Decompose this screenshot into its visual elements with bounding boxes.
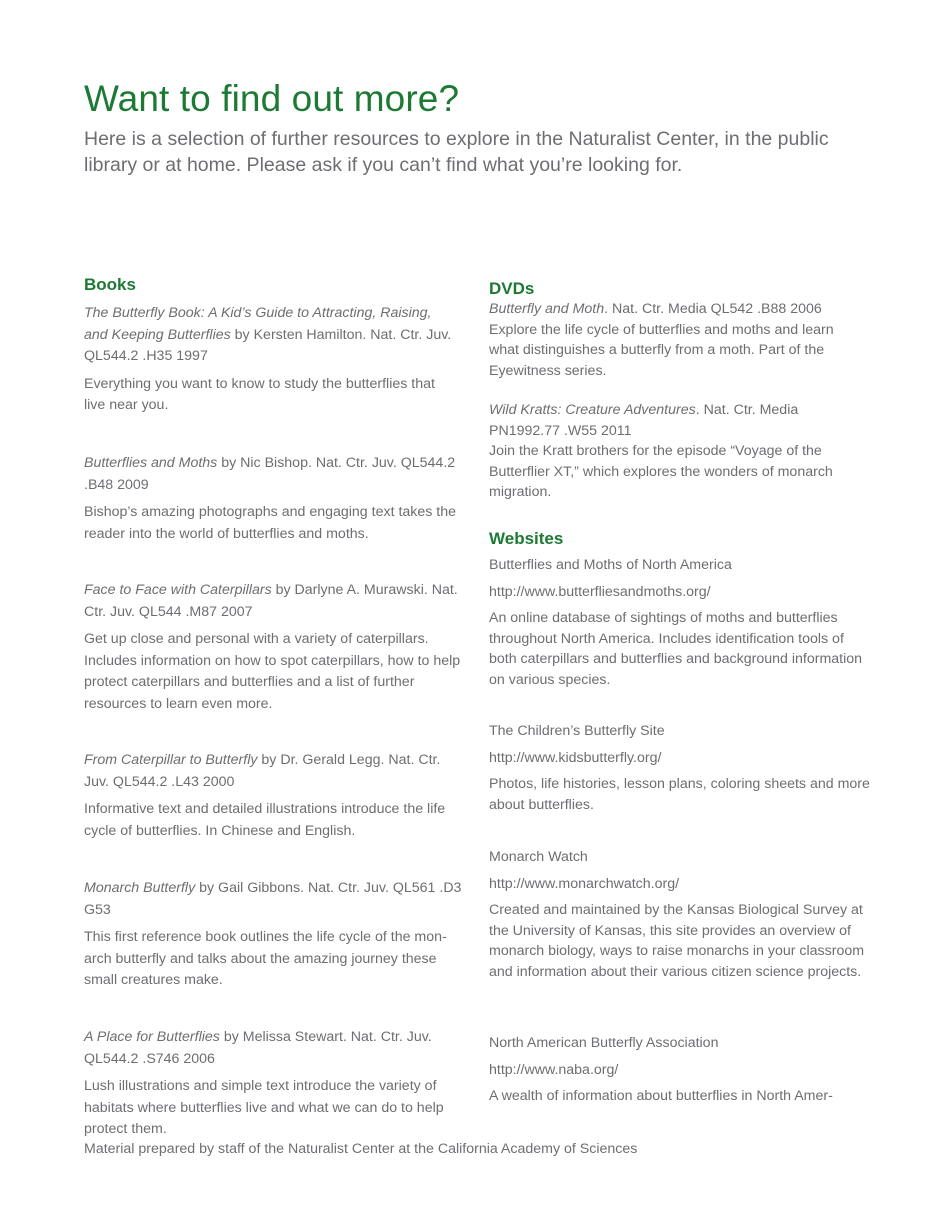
book-entry <box>84 750 464 842</box>
book-entry <box>84 580 462 715</box>
website-name: Butterflies and Moths of North America <box>489 557 732 573</box>
page-title: Want to find out more? <box>84 78 460 119</box>
website-description: Photos, life histories, lesson plans, coloring sheets and more about butterflies. <box>489 776 870 813</box>
book-description: Lush illustrations and simple text introduce the variety of habitats where butterflies live and what we can do to help protect them. <box>84 1078 444 1137</box>
website-link[interactable]: http://www.kidsbutterfly.org/ <box>489 749 662 766</box>
book-details: by Melissa Stewart. Nat. Ctr. Juv. QL544.2 .S746 2006 <box>84 1029 432 1067</box>
book-details: by Gail Gibbons. Nat. Ctr. Juv. QL561 .D3 G53 <box>84 880 462 918</box>
website-name: Monarch Watch <box>489 849 588 865</box>
book-citation <box>84 878 462 921</box>
book-citation <box>84 1027 462 1070</box>
book-description: Bishop’s amazing photographs and engaging text takes the reader into the world of butterflies and moths. <box>84 504 457 542</box>
website-link[interactable]: http://www.monarchwatch.org/ <box>489 875 680 892</box>
websites-heading: Websites <box>489 529 564 548</box>
dvd-title: Wild Kratts: Creature Adventures <box>489 402 696 418</box>
book-title: Monarch Butterfly <box>84 880 196 896</box>
dvd-details: . Nat. Ctr. Media PN1992.77 .W55 2011 <box>489 402 799 439</box>
book-details: by Dr. Gerald Legg. Nat. Ctr. Juv. QL544.2 .L43 2000 <box>84 752 441 790</box>
website-entry <box>489 555 874 690</box>
book-title: Butterflies and Moths <box>84 455 218 471</box>
dvd-entry <box>489 400 834 503</box>
website-description: A wealth of information about butterflies in North Amer- <box>489 1088 833 1104</box>
book-entry <box>84 303 452 417</box>
book-citation <box>84 303 452 368</box>
dvd-title: Butterfly and Moth <box>489 301 605 317</box>
book-description: Get up close and personal with a variety of caterpillars. Includes information on how to spot caterpillars, how to help protect caterpillars and butterflies and a list of further resources to learn even more. <box>84 631 461 712</box>
website-link[interactable]: http://www.naba.org/ <box>489 1061 619 1078</box>
book-description: Everything you want to know to study the butterflies that live near you. <box>84 375 435 413</box>
book-title: From Caterpillar to Butterfly <box>84 752 258 768</box>
dvd-citation <box>489 299 867 320</box>
book-entry <box>84 878 462 992</box>
website-entry <box>489 847 874 982</box>
website-entry <box>489 1033 874 1107</box>
dvd-description: Explore the life cycle of butterflies and moths and learn what distinguishes a butterfly from a moth. Part of the Eyewitness series. <box>489 321 834 379</box>
website-name: The Children’s Butterfly Site <box>489 723 665 739</box>
book-citation <box>84 750 464 793</box>
books-heading: Books <box>84 275 136 294</box>
book-description: Informative text and detailed illustrations introduce the life cycle of butterflies. In Chinese and English. <box>84 801 446 839</box>
book-citation <box>84 580 462 623</box>
dvds-heading: DVDs <box>489 279 535 298</box>
book-title: A Place for Butterflies <box>84 1029 220 1045</box>
dvd-entry <box>489 299 867 381</box>
book-title: Face to Face with Caterpillars <box>84 582 272 598</box>
website-entry <box>489 721 874 815</box>
website-description: Created and maintained by the Kansas Biological Survey at the University of Kansas, this site provides an overview of monarch biology, ways to raise monarchs in your classroom and information about their various citizen science projects. <box>489 902 865 980</box>
book-title: The Butterfly Book: A Kid’s Guide to Attracting, Raising, and Keeping Butterflies <box>84 305 432 343</box>
book-description: This first reference book outlines the life cycle of the monarch butterfly and talks about the amazing journey these small creatures make. <box>84 929 447 988</box>
website-name: North American Butterfly Association <box>489 1035 719 1051</box>
dvd-details: . Nat. Ctr. Media QL542 .B88 2006 <box>604 301 822 317</box>
website-description: An online database of sightings of moths and butterflies throughout North America. Includes identification tools of both caterpillars and butterflies and background information on various species. <box>489 610 863 688</box>
book-entry <box>84 453 464 545</box>
book-entry <box>84 1027 462 1141</box>
book-details: by Darlyne A. Murawski. Nat. Ctr. Juv. QL544 .M87 2007 <box>84 582 458 620</box>
footer-credit: Material prepared by staff of the Naturalist Center at the California Academy of Sciences <box>84 1141 638 1157</box>
intro-text: Here is a selection of further resources to explore in the Naturalist Center, in the public library or at home. Please ask if you can’t find what you’re looking for. <box>84 128 829 176</box>
book-details: by Kersten Hamilton. Nat. Ctr. Juv. QL544.2 .H35 1997 <box>84 326 452 364</box>
book-details: by Nic Bishop. Nat. Ctr. Juv. QL544.2 .B48 2009 <box>84 455 456 493</box>
website-link[interactable]: http://www.butterfliesandmoths.org/ <box>489 583 711 600</box>
book-citation <box>84 453 464 496</box>
dvd-description: Join the Kratt brothers for the episode “Voyage of the Butterflier XT,” which explores the wonders of monarch migration. <box>489 443 833 500</box>
dvd-citation <box>489 400 834 441</box>
